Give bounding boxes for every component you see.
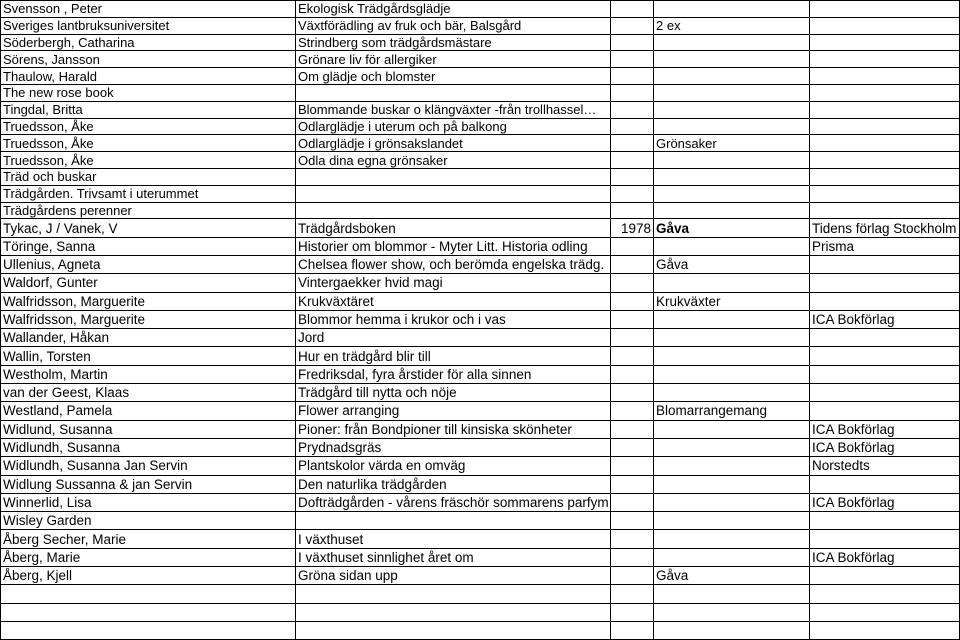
table-row xyxy=(1,101,960,118)
title-cell: I växthuset sinnlighet året om xyxy=(296,548,611,566)
year-cell xyxy=(611,530,654,548)
table-row xyxy=(1,329,960,347)
author-cell: Svensson , Peter xyxy=(1,1,296,18)
year-cell xyxy=(611,493,654,511)
title-cell: Ekologisk Trädgårdsglädje xyxy=(296,1,611,18)
table-row xyxy=(1,493,960,511)
title-cell: Växtförädling av fruk och bär, Balsgård xyxy=(296,17,611,34)
publisher-cell: Prisma xyxy=(810,237,960,255)
year-cell xyxy=(611,17,654,34)
category-cell xyxy=(654,237,810,255)
author-cell: Thaulow, Harald xyxy=(1,68,296,85)
title-cell: Vintergaekker hvid magi xyxy=(296,274,611,292)
category-cell xyxy=(654,347,810,365)
author-cell: Sörens, Jansson xyxy=(1,51,296,68)
author-cell: Tingdal, Britta xyxy=(1,101,296,118)
year-cell xyxy=(611,118,654,135)
year-cell: 1978 xyxy=(611,219,654,237)
title-cell: Odla dina egna grönsaker xyxy=(296,152,611,169)
table-row xyxy=(1,274,960,292)
author-cell: Wisley Garden xyxy=(1,512,296,530)
category-cell xyxy=(654,438,810,456)
publisher-cell xyxy=(810,292,960,310)
category-cell xyxy=(654,548,810,566)
publisher-cell: ICA Bokförlag xyxy=(810,493,960,511)
author-cell: Trädgården. Trivsamt i uterummet xyxy=(1,185,296,202)
title-cell: Trädgårdsboken xyxy=(296,219,611,237)
author-cell: Widlundh, Susanna Jan Servin xyxy=(1,457,296,475)
publisher-cell xyxy=(810,84,960,101)
publisher-cell xyxy=(810,168,960,185)
title-cell: Prydnadsgräs xyxy=(296,438,611,456)
category-cell xyxy=(654,585,810,603)
category-cell xyxy=(654,457,810,475)
year-cell xyxy=(611,548,654,566)
author-cell: Widlung Sussanna & jan Servin xyxy=(1,475,296,493)
table-row xyxy=(1,365,960,383)
year-cell xyxy=(611,310,654,328)
title-cell xyxy=(296,185,611,202)
author-cell: Ullenius, Agneta xyxy=(1,255,296,273)
table-row xyxy=(1,34,960,51)
publisher-cell xyxy=(810,347,960,365)
year-cell xyxy=(611,68,654,85)
category-cell xyxy=(654,101,810,118)
author-cell: Widlundh, Susanna xyxy=(1,438,296,456)
title-cell: Gröna sidan upp xyxy=(296,567,611,585)
title-cell: Flower arranging xyxy=(296,402,611,420)
year-cell xyxy=(611,237,654,255)
publisher-cell xyxy=(810,567,960,585)
title-cell xyxy=(296,512,611,530)
publisher-cell xyxy=(810,512,960,530)
author-cell: Walfridsson, Marguerite xyxy=(1,310,296,328)
year-cell xyxy=(611,1,654,18)
title-cell: Plantskolor värda en omväg xyxy=(296,457,611,475)
table-row xyxy=(1,585,960,603)
title-cell: Den naturlika trädgården xyxy=(296,475,611,493)
author-cell: Truedsson, Åke xyxy=(1,152,296,169)
publisher-cell xyxy=(810,185,960,202)
table-row xyxy=(1,292,960,310)
title-cell xyxy=(296,202,611,219)
table-row xyxy=(1,475,960,493)
table-row xyxy=(1,603,960,621)
category-cell xyxy=(654,84,810,101)
year-cell xyxy=(611,255,654,273)
year-cell xyxy=(611,152,654,169)
table-row xyxy=(1,152,960,169)
title-cell: Trädgård till nytta och nöje xyxy=(296,384,611,402)
category-cell xyxy=(654,1,810,18)
author-cell: Trädgårdens perenner xyxy=(1,202,296,219)
author-cell: van der Geest, Klaas xyxy=(1,384,296,402)
table-row xyxy=(1,118,960,135)
table-row xyxy=(1,402,960,420)
table-row xyxy=(1,310,960,328)
table-row xyxy=(1,255,960,273)
author-cell: Wallin, Torsten xyxy=(1,347,296,365)
category-cell xyxy=(654,512,810,530)
title-cell: Odlarglädje i grönsakslandet xyxy=(296,135,611,152)
table-body xyxy=(1,1,960,640)
publisher-cell: Norstedts xyxy=(810,457,960,475)
year-cell xyxy=(611,168,654,185)
year-cell xyxy=(611,438,654,456)
publisher-cell xyxy=(810,402,960,420)
publisher-cell xyxy=(810,34,960,51)
title-cell: Strindberg som trädgårdsmästare xyxy=(296,34,611,51)
publisher-cell xyxy=(810,135,960,152)
author-cell: Tykac, J / Vanek, V xyxy=(1,219,296,237)
year-cell xyxy=(611,402,654,420)
publisher-cell xyxy=(810,603,960,621)
table-row xyxy=(1,438,960,456)
table-row xyxy=(1,548,960,566)
category-cell xyxy=(654,51,810,68)
category-cell xyxy=(654,202,810,219)
category-cell: Gåva xyxy=(654,567,810,585)
title-cell: Dofträdgården - vårens fräschör sommarens parfym xyxy=(296,493,611,511)
table-row xyxy=(1,457,960,475)
table-row xyxy=(1,168,960,185)
category-cell xyxy=(654,185,810,202)
title-cell xyxy=(296,585,611,603)
year-cell xyxy=(611,185,654,202)
year-cell xyxy=(611,384,654,402)
publisher-cell xyxy=(810,152,960,169)
year-cell xyxy=(611,292,654,310)
year-cell xyxy=(611,34,654,51)
author-cell: Söderbergh, Catharina xyxy=(1,34,296,51)
author-cell: Truedsson, Åke xyxy=(1,118,296,135)
category-cell xyxy=(654,34,810,51)
table-row xyxy=(1,84,960,101)
publisher-cell xyxy=(810,384,960,402)
author-cell: Walfridsson, Marguerite xyxy=(1,292,296,310)
year-cell xyxy=(611,329,654,347)
table-row xyxy=(1,219,960,237)
table-row xyxy=(1,530,960,548)
title-cell: Jord xyxy=(296,329,611,347)
publisher-cell: ICA Bokförlag xyxy=(810,310,960,328)
category-cell xyxy=(654,118,810,135)
title-cell: Grönare liv för allergiker xyxy=(296,51,611,68)
author-cell: Åberg, Kjell xyxy=(1,567,296,585)
table-row xyxy=(1,68,960,85)
publisher-cell: Tidens förlag Stockholm xyxy=(810,219,960,237)
category-cell xyxy=(654,152,810,169)
publisher-cell xyxy=(810,101,960,118)
publisher-cell xyxy=(810,585,960,603)
publisher-cell xyxy=(810,1,960,18)
title-cell: Chelsea flower show, och berömda engelska trädg. xyxy=(296,255,611,273)
author-cell: Truedsson, Åke xyxy=(1,135,296,152)
category-cell xyxy=(654,168,810,185)
author-cell: The new rose book xyxy=(1,84,296,101)
author-cell xyxy=(1,603,296,621)
title-cell: Blommande buskar o klängväxter -från trollhassel… xyxy=(296,101,611,118)
title-cell: Hur en trädgård blir till xyxy=(296,347,611,365)
category-cell xyxy=(654,603,810,621)
title-cell: Blommor hemma i krukor och i vas xyxy=(296,310,611,328)
title-cell: Fredriksdal, fyra årstider för alla sinnen xyxy=(296,365,611,383)
table-row xyxy=(1,420,960,438)
category-cell xyxy=(654,530,810,548)
title-cell: I växthuset xyxy=(296,530,611,548)
title-cell xyxy=(296,168,611,185)
publisher-cell xyxy=(810,255,960,273)
publisher-cell xyxy=(810,365,960,383)
author-cell: Wallander, Håkan xyxy=(1,329,296,347)
table-row xyxy=(1,17,960,34)
year-cell xyxy=(611,274,654,292)
table-row xyxy=(1,202,960,219)
publisher-cell xyxy=(810,68,960,85)
year-cell xyxy=(611,51,654,68)
author-cell: Waldorf, Gunter xyxy=(1,274,296,292)
category-cell: Grönsaker xyxy=(654,135,810,152)
year-cell xyxy=(611,202,654,219)
publisher-cell xyxy=(810,274,960,292)
table-row xyxy=(1,51,960,68)
publisher-cell: ICA Bokförlag xyxy=(810,420,960,438)
year-cell xyxy=(611,84,654,101)
table-row xyxy=(1,1,960,18)
year-cell xyxy=(611,135,654,152)
title-cell xyxy=(296,603,611,621)
year-cell xyxy=(611,603,654,621)
category-cell xyxy=(654,329,810,347)
author-cell: Westholm, Martin xyxy=(1,365,296,383)
category-cell: Blomarrangemang xyxy=(654,402,810,420)
publisher-cell xyxy=(810,475,960,493)
author-cell: Töringe, Sanna xyxy=(1,237,296,255)
publisher-cell xyxy=(810,530,960,548)
category-cell xyxy=(654,475,810,493)
category-cell xyxy=(654,68,810,85)
author-cell: Åberg Secher, Marie xyxy=(1,530,296,548)
year-cell xyxy=(611,101,654,118)
year-cell xyxy=(611,420,654,438)
title-cell: Historier om blommor - Myter Litt. Historia odling xyxy=(296,237,611,255)
year-cell xyxy=(611,567,654,585)
title-cell: Krukväxtäret xyxy=(296,292,611,310)
publisher-cell: ICA Bokförlag xyxy=(810,438,960,456)
category-cell xyxy=(654,274,810,292)
author-cell: Åberg, Marie xyxy=(1,548,296,566)
author-cell xyxy=(1,585,296,603)
author-cell: Sveriges lantbruksuniversitet xyxy=(1,17,296,34)
table-row xyxy=(1,384,960,402)
publisher-cell xyxy=(810,118,960,135)
publisher-cell xyxy=(810,51,960,68)
category-cell xyxy=(654,310,810,328)
table-row xyxy=(1,347,960,365)
author-cell: Winnerlid, Lisa xyxy=(1,493,296,511)
publisher-cell xyxy=(810,202,960,219)
category-cell: Gåva xyxy=(654,219,810,237)
category-cell xyxy=(654,493,810,511)
year-cell xyxy=(611,365,654,383)
table-row xyxy=(1,185,960,202)
category-cell xyxy=(654,420,810,438)
year-cell xyxy=(611,475,654,493)
publisher-cell xyxy=(810,17,960,34)
title-cell: Om glädje och blomster xyxy=(296,68,611,85)
category-cell: Gåva xyxy=(654,255,810,273)
category-cell xyxy=(654,365,810,383)
year-cell xyxy=(611,457,654,475)
table-row xyxy=(1,237,960,255)
author-cell: Widlund, Susanna xyxy=(1,420,296,438)
title-cell: Odlarglädje i uterum och på balkong xyxy=(296,118,611,135)
publisher-cell: ICA Bokförlag xyxy=(810,548,960,566)
category-cell xyxy=(654,384,810,402)
category-cell: 2 ex xyxy=(654,17,810,34)
title-cell: Pioner: från Bondpioner till kinsiska skönheter xyxy=(296,420,611,438)
year-cell xyxy=(611,512,654,530)
table-row xyxy=(1,567,960,585)
year-cell xyxy=(611,347,654,365)
author-cell: Westland, Pamela xyxy=(1,402,296,420)
year-cell xyxy=(611,585,654,603)
table-row xyxy=(1,512,960,530)
publisher-cell xyxy=(810,329,960,347)
category-cell: Krukväxter xyxy=(654,292,810,310)
table-row xyxy=(1,135,960,152)
title-cell xyxy=(296,84,611,101)
author-cell: Träd och buskar xyxy=(1,168,296,185)
